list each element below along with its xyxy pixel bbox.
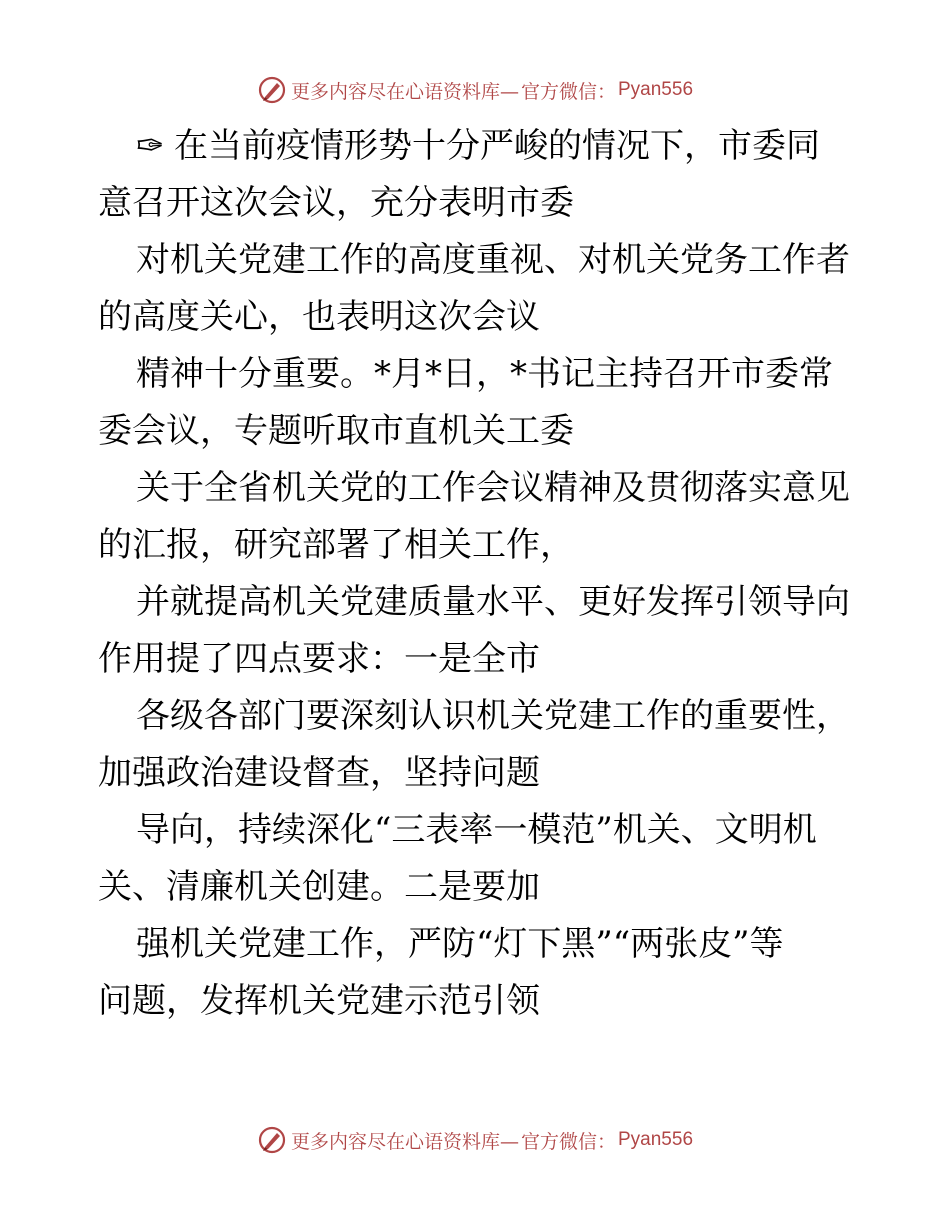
text-line: 委会议，专题听取市直机关工委: [98, 411, 574, 451]
text-line: 并就提高机关党建质量水平、更好发挥引领导向: [136, 582, 850, 622]
footer-wechat-label: 官方微信：: [520, 1130, 616, 1153]
text-line-content: 在当前疫情形势十分严峻的情况下，市委同: [174, 126, 820, 166]
header-banner: [0, 70, 950, 110]
text-line: 加强政治建设督查，坚持问题: [98, 753, 540, 793]
text-line: 问题，发挥机关党建示范引领: [98, 981, 540, 1021]
footer-banner: [0, 1120, 950, 1160]
text-line: 作用提了四点要求：一是全市: [98, 639, 540, 679]
header-wechat-label: 官方微信：: [520, 80, 616, 103]
header-banner-text: 更多内容尽在心语资料库—: [290, 80, 519, 103]
footer-banner-text: 更多内容尽在心语资料库—: [290, 1130, 519, 1153]
footer-wechat-id: Pyan556: [618, 1129, 694, 1150]
pen-logo-icon: [257, 75, 287, 105]
pen-logo-icon: [257, 1125, 287, 1155]
header-wechat-id: Pyan556: [618, 79, 694, 100]
ornament-icon: ✑: [136, 126, 165, 166]
text-line: 导向，持续深化“三表率一模范”机关、文明机: [136, 810, 817, 850]
text-line: 意召开这次会议，充分表明市委: [98, 183, 574, 223]
text-line: [98, 118, 858, 175]
text-line: 各级各部门要深刻认识机关党建工作的重要性，: [136, 696, 850, 736]
text-line: 对机关党建工作的高度重视、对机关党务工作者: [136, 240, 850, 280]
text-line: 精神十分重要。*月*日，*书记主持召开市委常: [136, 354, 833, 394]
text-line: 关于全省机关党的工作会议精神及贯彻落实意见: [136, 468, 850, 508]
text-line: 强机关党建工作，严防“灯下黑”“两张皮”等: [136, 924, 784, 964]
text-line: 的高度关心，也表明这次会议: [98, 297, 540, 337]
text-line: 的汇报，研究部署了相关工作，: [98, 525, 574, 565]
text-line: 关、清廉机关创建。二是要加: [98, 867, 540, 907]
document-body: [98, 118, 858, 1030]
